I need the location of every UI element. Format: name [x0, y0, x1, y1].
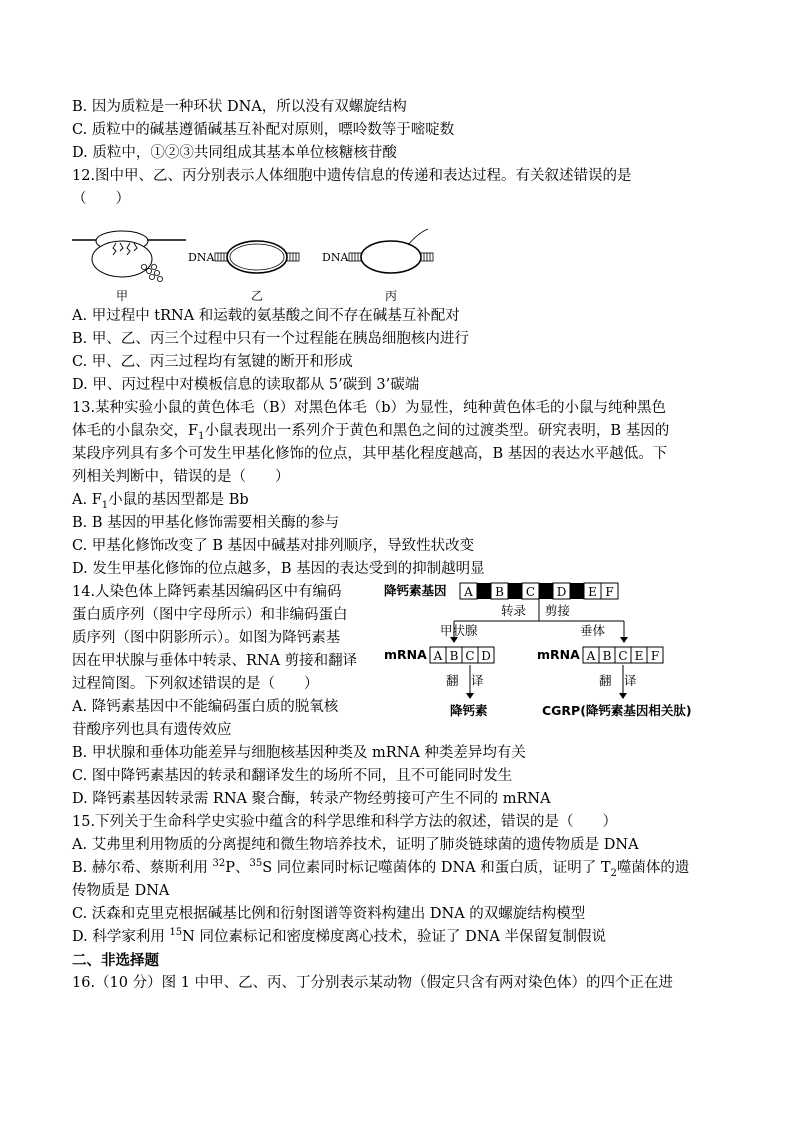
q14-option-c: C. 图中降钙素基因的转录和翻译发生的场所不同，且不可能同时发生 — [72, 768, 513, 784]
q12-figure — [72, 215, 732, 305]
q12-figure-svg — [72, 215, 472, 305]
gene-segment-f: F — [605, 585, 614, 599]
mrna-right-seg-f: F — [650, 649, 660, 663]
product-right-label: CGRP(降钙素基因相关肽) — [542, 703, 692, 718]
q11-option-c: C. 质粒中的碱基遵循碱基互补配对原则，嘌呤数等于嘧啶数 — [72, 122, 455, 138]
q14-stem-line3: 质序列（图中阴影所示）。如图为降钙素基 — [72, 630, 341, 646]
q15-stem: 15.下列关于生命科学史实验中蕴含的科学思维和科学方法的叙述，错误的是（ ） — [72, 814, 618, 830]
figure-label-jia: 甲 — [115, 289, 129, 303]
q12-option-b: B. 甲、乙、丙三个过程中只有一个过程能在胰岛细胞核内进行 — [72, 331, 469, 347]
q12-option-a: A. 甲过程中 tRNA 和运载的氨基酸之间不存在碱基互补配对 — [72, 308, 460, 324]
q15-option-b-line1: B. 赫尔希、蔡斯利用 $^{32}$P、$^{35}$S 同位素同时标记噬菌体的 DNA 和蛋白质，证明了 $T_2$噬菌体的遗 — [72, 858, 690, 879]
mrna-left-seg-b: B — [449, 649, 459, 663]
figure-jia-translation — [72, 231, 186, 303]
mrna-left-seg-a: A — [433, 649, 443, 663]
gene-segment-a: A — [464, 585, 473, 599]
splice-label: 剪接 — [545, 603, 571, 618]
q13-stem-line2: 体毛的小鼠杂交，$F_1$小鼠表现出一系列介于黄色和黑色之间的过渡类型。研究表明，B 基因的 — [72, 423, 670, 442]
gene-segments — [460, 583, 618, 599]
q15-option-c: C. 沃森和克里克根据碱基比例和衍射图谱等资料构建出 DNA 的双螺旋结构模型 — [72, 906, 586, 922]
q13-stem-line4: 列相关判断中，错误的是（ ） — [72, 469, 290, 485]
q14-stem-line5: 过程简图。下列叙述错误的是（ ） — [72, 676, 319, 692]
figure-yi-replication — [188, 241, 299, 303]
q16-stem: 16.（10 分）图 1 中甲、乙、丙、丁分别表示某动物（假定只含有两对染色体）的四个正在进 — [72, 975, 674, 991]
figure-bing-transcription — [322, 229, 433, 303]
gene-segment-c: C — [525, 585, 536, 599]
q13-stem-line3: 某段序列具有多个可发生甲基化修饰的位点，其甲基化程度越高，B 基因的表达水平越低。下 — [72, 446, 668, 462]
q13-stem-line1: 13.某种实验小鼠的黄色体毛（B）对黑色体毛（b）为显性，纯种黄色体毛的小鼠与纯种黑色 — [72, 400, 666, 416]
q15-option-a: A. 艾弗里利用物质的分离提纯和微生物培养技术，证明了肺炎链球菌的遗传物质是 DNA — [72, 837, 639, 853]
q14-stem-line1: 14.人染色体上降钙素基因编码区中有编码 — [72, 584, 342, 600]
figure-bing-dna-label: DNA — [322, 251, 349, 264]
q14-stem-line4: 因在甲状腺与垂体中转录、RNA 剪接和翻译 — [72, 653, 358, 669]
mrna-right-seg-a: A — [586, 649, 596, 663]
q12-blank: （ ） — [72, 191, 130, 207]
q13-option-c: C. 甲基化修饰改变了 B 基因中碱基对排列顺序，导致性状改变 — [72, 538, 475, 554]
mrna-left-seg-d: D — [481, 649, 491, 663]
q14-stem-line2: 蛋白质序列（图中字母所示）和非编码蛋白 — [72, 607, 348, 623]
mrna-left-seg-c: C — [465, 649, 475, 663]
pituitary-label: 垂体 — [580, 623, 606, 638]
q14-option-b: B. 甲状腺和垂体功能差异与细胞核基因种类及 mRNA 种类差异均有关 — [72, 745, 526, 761]
exam-page — [72, 96, 732, 995]
gene-segment-d: D — [556, 585, 567, 599]
gene-segment-e: E — [588, 585, 597, 599]
figure-label-yi: 乙 — [250, 289, 264, 303]
figure-label-bing: 丙 — [384, 289, 398, 303]
product-left-label: 降钙素 — [450, 703, 488, 718]
translate-right-label: 翻 译 — [599, 673, 637, 688]
thyroid-label: 甲状腺 — [440, 623, 478, 638]
mrna-right-label: mRNA — [537, 647, 580, 662]
q14-figure-svg — [384, 581, 734, 721]
mrna-left-segments — [430, 647, 494, 663]
q13-option-b: B. B 基因的甲基化修饰需要相关酶的参与 — [72, 515, 340, 531]
q12-option-c: C. 甲、乙、丙三过程均有氢键的断开和形成 — [72, 354, 353, 370]
q11-option-b: B. 因为质粒是一种环状 DNA，所以没有双螺旋结构 — [72, 99, 407, 115]
q12-stem: 12.图中甲、乙、丙分别表示人体细胞中遗传信息的传递和表达过程。有关叙述错误的是 — [72, 168, 632, 184]
section-title-non-choice: 二、非选择题 — [72, 952, 159, 969]
q14-option-a-line2: 苷酸序列也具有遗传效应 — [72, 722, 232, 738]
q15-option-b-line2: 传物质是 DNA — [72, 883, 170, 899]
q14-option-d: D. 降钙素基因转录需 RNA 聚合酶，转录产物经剪接可产生不同的 mRNA — [72, 791, 551, 807]
mrna-right-segments — [583, 647, 663, 663]
mrna-right-seg-e: E — [634, 649, 644, 663]
q14-option-a-line1: A. 降钙素基因中不能编码蛋白质的脱氧核 — [72, 699, 339, 715]
gene-segment-b: B — [495, 585, 504, 599]
q13-option-d: D. 发生甲基化修饰的位点越多，B 基因的表达受到的抑制越明显 — [72, 561, 485, 577]
mrna-right-seg-b: B — [602, 649, 612, 663]
q14-figure — [384, 581, 734, 721]
q11-option-d: D. 质粒中，①②③共同组成其基本单位核糖核苷酸 — [72, 145, 397, 161]
q14-block — [72, 581, 732, 742]
q12-option-d: D. 甲、丙过程中对模板信息的读取都从 5’碳到 3’碳端 — [72, 377, 420, 393]
transcribe-label: 转录 — [501, 603, 527, 618]
q15-option-d: D. 科学家利用 $^{15}$N 同位素标记和密度梯度离心技术，验证了 DNA 半保留复制假说 — [72, 927, 606, 945]
q13-option-a: A. $F_1$小鼠的基因型都是 Bb — [72, 492, 249, 511]
mrna-left-label: mRNA — [384, 647, 427, 662]
figure-yi-dna-label: DNA — [188, 251, 215, 264]
gene-label: 降钙素基因 — [384, 583, 447, 598]
translate-left-label: 翻 译 — [446, 673, 484, 688]
mrna-right-seg-c: C — [618, 649, 628, 663]
